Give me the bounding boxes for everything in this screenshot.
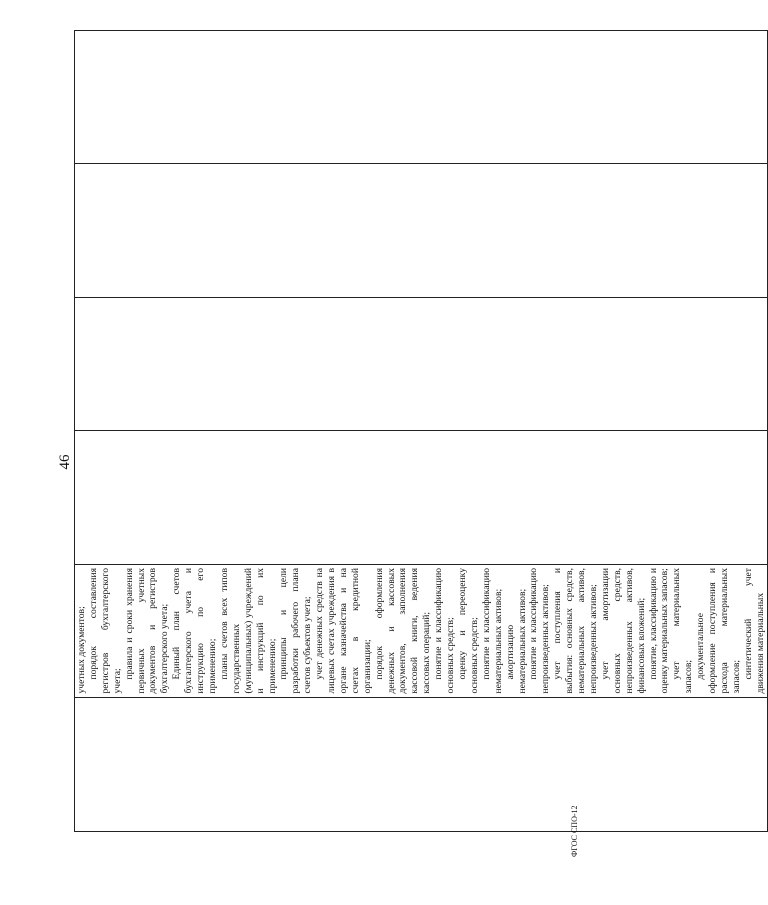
content-line: учет денежных средств на лицевых счетах учреждения в органе казначейства и на счетах в кредитной организации; [314,568,373,694]
content-line: документальное оформление поступления и расхода материальных запасов; [695,568,742,694]
table-cell-empty [75,164,768,298]
table-cell-empty [75,431,768,565]
content-line: синтетический учет движения материальных [742,568,766,694]
table-row [75,31,768,832]
content-line: правила и сроки хранения первичных учетных документов и регистров бухгалтерского учета; [123,568,171,694]
content-line: принципы и цели разработки рабочего плана счетов субъектов учета; [278,568,314,694]
content-line: Единый план счетов бухгалтерского учета и инструкцию по его применению; [171,568,218,694]
table-cell-content [75,565,768,699]
content-line: понятие и классификацию непроизведенных активов; [528,568,552,694]
footer-code: ФГОС СПО-12 [570,805,579,857]
page-number: 46 [57,454,73,470]
content-line: порядок оформления денежных и кассовых документов, заполнения кассовой книги, ведения кассовых операций; [373,568,433,694]
content-line: амортизацию нематериальных активов; [504,588,528,694]
content-line: порядок составления регистров бухгалтерского учета; [87,568,123,694]
cell-text-block [75,565,767,698]
content-line: учет амортизации основных средств, непроизведенных активов, финансовых вложений; [599,568,647,694]
content-line: понятие и классификацию нематериальных активов; [480,568,504,694]
table-cell-index [75,698,768,832]
content-line: планы счетов всех типов государственных (муниципальных) учреждений и инструкций по их применению; [218,568,278,694]
content-line: учет материальных запасов; [671,568,695,694]
table-cell-empty [75,31,768,165]
content-line: учетных документов; [76,606,87,694]
content-line: понятие и классификацию основных средств; [433,568,457,694]
content-line: учет поступления и выбытия: основных средств, нематериальных активов, непроизведенных активов; [552,568,599,694]
content-line: понятие, классификацию и оценку материальных запасов; [647,568,671,694]
table-cell-empty [75,298,768,432]
curriculum-table [74,30,766,832]
content-line: оценку и переоценку основных средств; [457,568,480,694]
